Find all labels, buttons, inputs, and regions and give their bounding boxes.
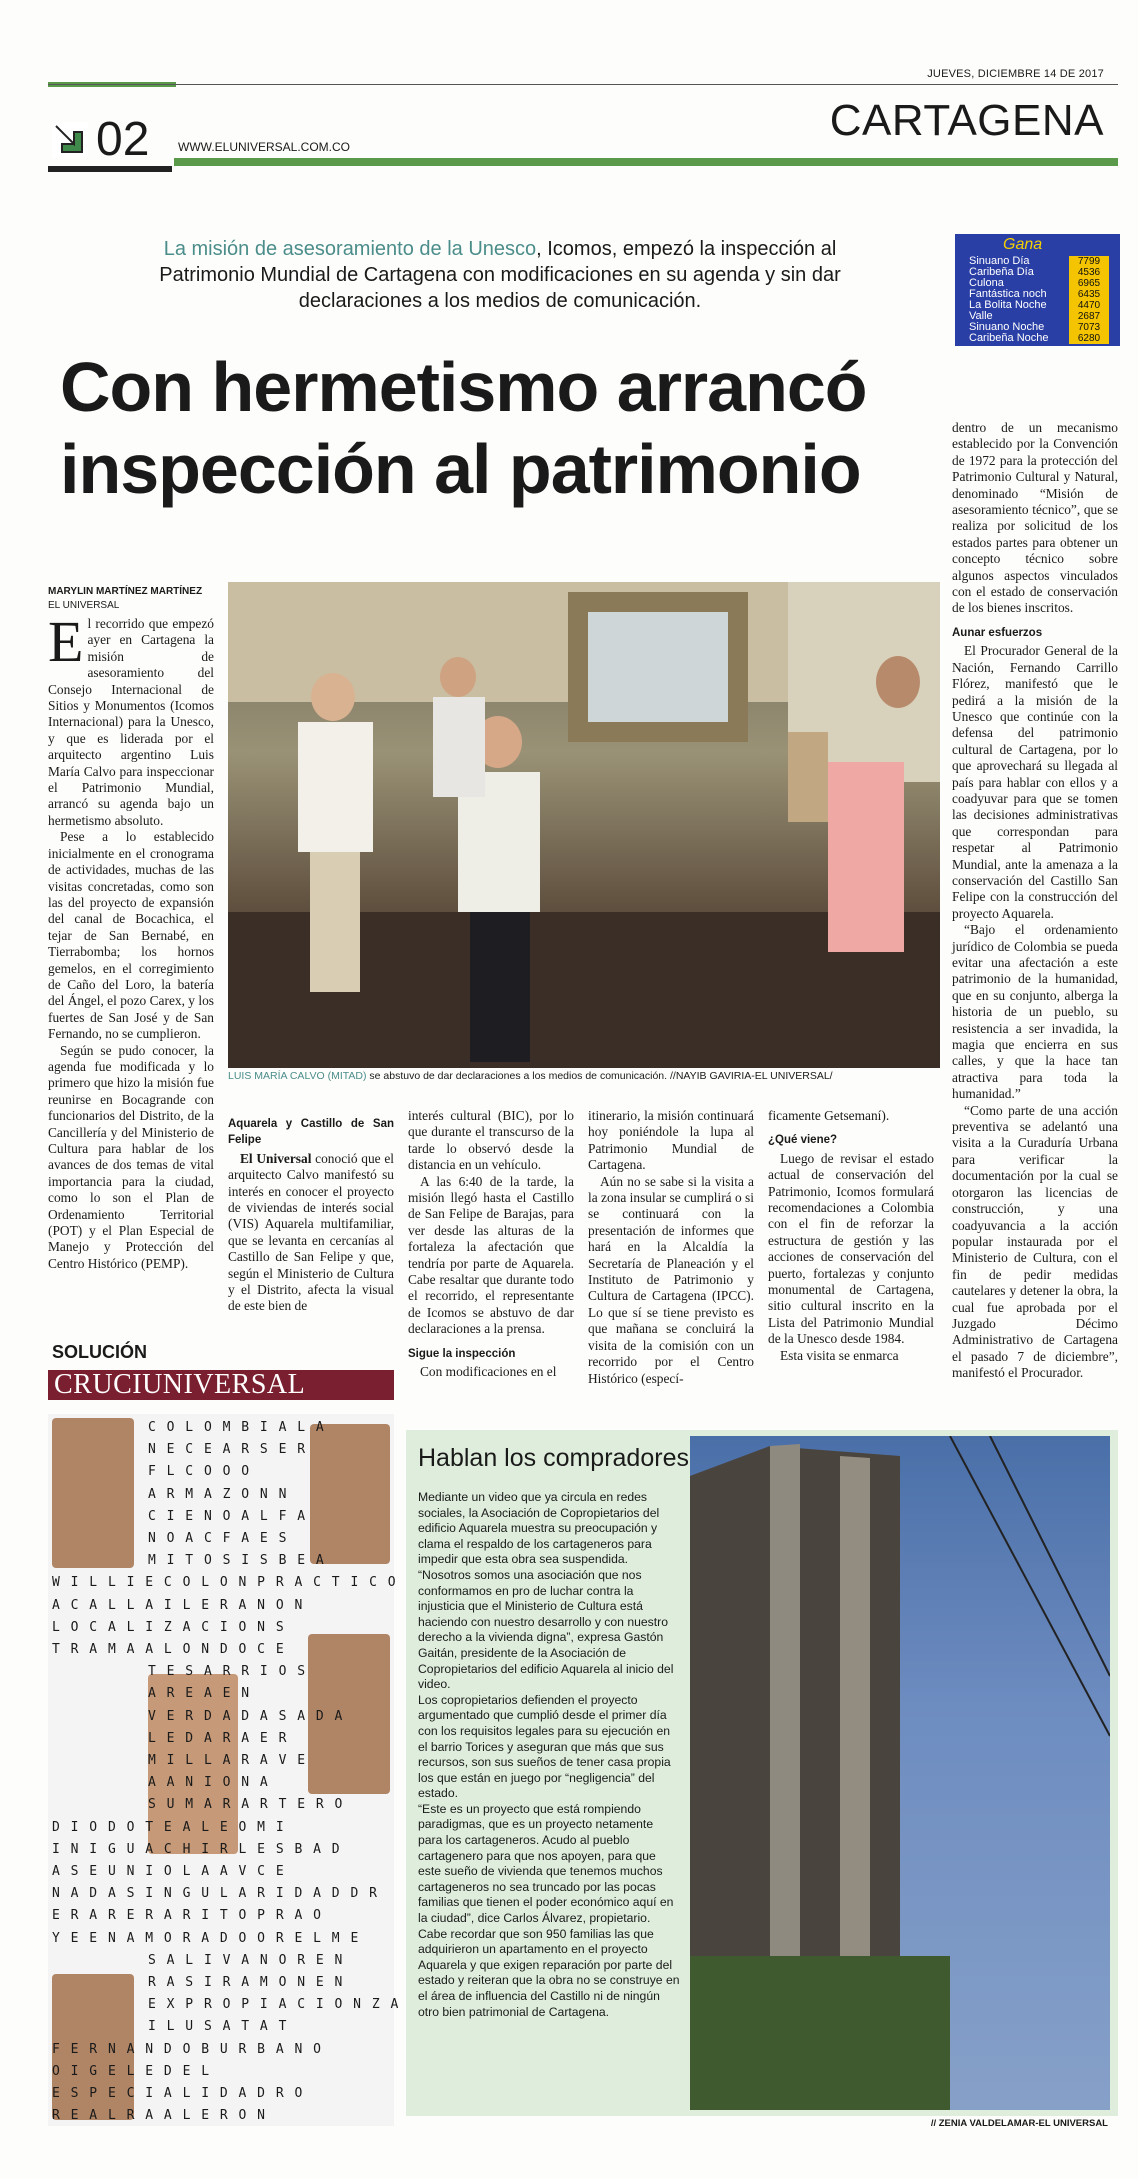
paragraph: A las 6:40 de la tarde, la misión llegó hasta el Castillo de San Felipe de Barajas, para ver desde las alturas de la fortaleza la afectación que tendría por parte de Aquarela. Cabe resaltar que durante todo el recorrido, el representante de Icomos se abstuvo de dar declaraciones a la prensa. [408,1173,574,1337]
crossword-row: Y E E N A M O R A D O O R E L M E [52,1930,360,1946]
article-deck [150,236,850,314]
caption-credit: //NAYIB GAVIRIA-EL UNIVERSAL/ [669,1070,833,1082]
lottery-value: 4536 [1069,267,1109,278]
lottery-label: Valle [969,310,993,322]
lottery-label: Fantástica noch [969,288,1047,300]
crossword-row: A A N I O N A [148,1775,270,1791]
lottery-label: Sinuano Día [969,255,1030,267]
crossword-row: N A D A S I N G U L A R I D A D D R [52,1886,379,1902]
byline-outlet: EL UNIVERSAL [48,600,120,611]
paragraph: interés cultural (BIC), por lo que durante el transcurso de la tarde lo observó desde la distancia en un vehículo. [408,1108,574,1173]
crossword-row: L O C A L I Z A C I O N S [52,1619,286,1635]
article-column-3 [408,1108,574,1381]
crossword-row: W I L L I E C O L O N P R A C T I C O [52,1575,398,1591]
deck-highlight: La misión de asesoramiento de la Unesco [163,238,537,260]
paragraph: “Bajo el ordenamiento jurídico de Colombia se pueda evitar una afectación a este patrimonio de la humanidad, que en su conjunto, alberga la historia de un pueblo, su resistencia a ser invadida, la magia que encierra en sus calles, y que la hace tan atractiva para toda la humanidad.” [952,922,1118,1102]
crossword-row: N E C E A R S E R [148,1442,307,1458]
crossword-row: R E A L R A A L E R O N [52,2108,267,2124]
crossword-row: I L U S A T A T [148,2019,288,2035]
page-number: 02 [96,113,150,166]
paragraph: Según se pudo conocer, la agenda fue modificada y lo primero que hizo la misión fue reunirse en Bocagrande con funcionarios del Distrito, de la Cancillería y del Ministerio de Cultura para hablar de los avances de dos temas de vital importancia para la ciudad, como lo son el Plan de Ordenamiento Territorial (POT) y el Plan Especial de Manejo y Protección del Centro Histórico (PEMP). [48,1042,214,1271]
paragraph: dentro de un mecanismo establecido por la Convención de 1972 para la protección del Patrimonio Cultural y Natural, denominado “Misión de asesoramiento técnico”, que se realiza por solicitud de los estados partes para obtener un concepto técnico sobre algunos aspectos vinculados con el estado de conservación de los bienes inscritos. [952,420,1118,616]
subheading: Sigue la inspección [408,1347,516,1360]
crossword-row: C O L O M B I A L A [148,1420,326,1435]
crossword-row: A C A L L A I L E R A N O N [52,1597,304,1613]
crossword-row: M I L L A R A V E [148,1753,307,1768]
photo-illustration [228,582,940,1068]
paragraph: Luego de revisar el estado actual de conservación del Patrimonio, Icomos formulará recomendaciones a Colombia con el fin de reforzar la estructura de gestión y las acciones de conservación del puerto, fortalezas y conjunto monumental de Cartagena, sitio cultural inscrito en la Lista del Patrimonio Mundial de la Unesco desde 1984. [768,1150,934,1347]
crossword-row: D I O D O T E A L E O M I [52,1819,286,1835]
masthead-divider [48,84,1118,85]
outlet-name: El Universal [240,1150,312,1166]
lottery-value: 7799 [1069,256,1109,267]
lottery-value: 6280 [1069,333,1109,344]
crossword-row: A S E U N I O L A A V C E [52,1864,286,1879]
deck-text: , Icomos, empezó la inspección al Patrimonio Mundial de Cartagena con modificaciones en su agenda y sin dar declaraciones a los medios de comunicación. [159,238,841,312]
crossword-row: L E D A R A E R [148,1730,288,1746]
issue-date: JUEVES, DICIEMBRE 14 DE 2017 [927,68,1104,80]
crossword-row: T E S A R R I O S [148,1664,307,1680]
article-column-2 [228,1108,394,1315]
article-column-5 [768,1108,934,1364]
section-title: CARTAGENA [829,96,1104,145]
sidebar-photo-credit: // ZENIA VALDELAMAR-EL UNIVERSAL [930,2118,1108,2129]
paragraph: itinerario, la misión continuará hoy poniéndole la lupa al Patrimonio Mundial de Cartagena. [588,1108,754,1173]
paragraph: ficamente Getsemaní). [768,1108,890,1123]
paragraph: Esta visita se enmarca [780,1347,899,1363]
paragraph: “Nosotros somos una asociación que nos conformamos en pro de luchar contra la injusticia que el Ministerio de Cultura está haciendo con nuestro desarrollo y con nuestro derecho a la vivienda digna”, expresa Gastón Gaitán, presidente de la Asociación de Copropietarios del edificio Aquarela al inicio del video. [418,1567,674,1692]
lottery-results-box [955,234,1120,346]
crossword-row: R A S I R A M O N E N [148,1975,344,1990]
paragraph: Con modificaciones en el [420,1364,557,1380]
article-column-4 [588,1108,754,1387]
crossword-row: M I T O S I S B E A [148,1553,326,1569]
crossword-row: E X P R O P I A C I O N Z A [148,1997,400,2013]
photo-caption [228,1070,833,1082]
paragraph: Cabe recordar que son 950 familias las que adquirieron un apartamento en el proyecto Aquarela y que exigen reparación por parte del estado y reiteran que la obra no se construye en el área de influencia del Castillo ni de ningún otro bien patrimonial de Cartagena. [418,1926,680,2019]
sidebar-title: Hablan los compradores [418,1444,689,1472]
paragraph: conoció que el arquitecto Calvo manifestó su interés en conocer el proyecto de viviendas de interés social (VIS) Aquarela multifamiliar, que se levanta en cercanías al Castillo de San Felipe y que, según el Ministerio de Cultura y el Distrito, afecta la visual de este bien de [228,1150,395,1314]
article-photo [228,582,940,1068]
paragraph: “Este es un proyecto que está rompiendo paradigmas, que es un proyecto netamente para los cartageneros. Acudo al pueblo cartagenero para que nos apoyen, para que este sueño de vivienda que tenemos muchos cartageneros no sea truncado por las pocas familias que tienen el poder económico aquí en la ciudad”, dice Carlos Álvarez, propietario. [418,1801,674,1926]
paragraph: Pese a lo establecido inicialmente en el cronograma de actividades, muchas de las visitas concretadas, como son las del proyecto de expansión del canal de Bocachica, el tejar de San Bernabé, en Tierrabomba; los hornos gemelos, en el corregimiento de Caño del Loro, la batería del Ángel, el pozo Carex, y los fuertes de San José y de San Fernando, no se cumplieron. [48,829,214,1042]
subheading: Aquarela y Castillo de San Felipe [228,1118,394,1147]
lottery-value: 6965 [1069,278,1109,289]
crossword-row: C I E N O A L F A [148,1508,307,1524]
crossword-row: E S P E C I A L I D A D R O [52,2086,304,2101]
crossword-row: S U M A R A R T E R O [148,1797,344,1813]
lottery-value: 6435 [1069,289,1109,300]
crossword-row: A R E A E N [148,1686,251,1702]
subheading: ¿Qué viene? [768,1134,838,1147]
crossword-row: T R A M A A L O N D O C E [52,1642,286,1657]
paragraph: Los copropietarios defienden el proyecto argumentado que cumplió desde el primer día con los requisitos legales para su ejecución en el barrio Torices y aseguran que más que sus recursos, son sus sueños de tener casa propia los que están en juego por “negligencia” del estado. [418,1692,671,1801]
lottery-value: 7073 [1069,322,1109,333]
tower-illustration [690,1436,1110,2110]
caption-name: LUIS MARÍA CALVO (MITAD) [228,1070,367,1082]
portrait-photo [310,1424,390,1564]
drop-cap: E [48,609,84,674]
lottery-label: Culona [969,277,1004,289]
crossword-row: N O A C F A E S [148,1531,288,1546]
website-url: WWW.ELUNIVERSAL.COM.CO [178,140,351,154]
arrow-icon [52,122,88,158]
section-rule [174,158,1118,166]
subheading: Aunar esfuerzos [952,626,1043,639]
crossword-row: A R M A Z O N N [148,1486,288,1502]
caption-text: se abstuvo de dar declaraciones a los medios de comunicación. [366,1070,670,1082]
headline-line-2: inspección al patrimonio [60,430,861,508]
lottery-label: Caribeña Día [969,266,1034,278]
article-column-6 [952,420,1118,1382]
headline-line-1: Con hermetismo arrancó [60,348,867,426]
lottery-label: Caribeña Noche [969,332,1049,344]
crossword-row: F L C O O O [148,1464,251,1480]
lottery-brand: Gana [1003,236,1043,253]
crossword-label: SOLUCIÓN [52,1342,148,1362]
paragraph: Aún no se sabe si la visita a la zona insular se cumplirá o si se continuará con la presentación de informes que hará en la Alcaldía la Secretaría de Planeación y el Instituto de Patrimonio y Cultura de Cartagena (IPCC). Lo que sí se tiene previsto es que mañana se concluirá la visita de la comisión con un recorrido por el Centro Histórico (especí- [588,1173,754,1386]
paragraph: “Como parte de una acción preventiva se adelantó una visita a la Curaduría Urbana para verificar la documentación por la cual se otorgaron las licencias de construcción, y una coadyuvancia a la acción popular instaurada por el Ministerio de Cultura, con el fin de pedir medidas cautelares y detener la obra, la cual fue aprobada por el Juzgado Décimo Administrativo de Cartagena el pasado 7 de diciembre”, manifestó el Procurador. [952,1102,1118,1381]
paragraph: Mediante un video que ya circula en redes sociales, la Asociación de Copropietarios del edificio Aquarela muestra su preocupación y clama el respaldo de los cartageneros para impedir que esta obra sea suspendida. [418,1490,660,1567]
crossword-row: F E R N A N D O B U R B A N O [52,2041,323,2057]
byline-author: MARYLIN MARTÍNEZ MARTÍNEZ [48,586,203,597]
headline [60,346,940,510]
crossword-title: CRUCIUNIVERSAL [48,1370,394,1400]
portrait-photo [52,1418,134,1568]
lottery-row [969,333,1109,344]
sidebar-text [418,1490,680,2020]
crossword-row: S A L I V A N O R E N [148,1952,344,1968]
crossword-row: I N I G U A C H I R L E S B A D [52,1841,342,1857]
lottery-label: La Bolita Noche [969,299,1047,311]
paragraph: l recorrido que empezó ayer en Cartagena la misión de asesoramiento del Consejo Internacional de Sitios y Monumentos (Icomos Internacional) para la Unesco, y que es liderada por el arquitecto argentino Luis María Calvo para inspeccionar el Patrimonio Mundial, arrancó su agenda bajo un hermetismo absoluto. [48,616,214,828]
lottery-label: Sinuano Noche [969,321,1045,333]
paragraph: El Procurador General de la Nación, Fernando Carrillo Flórez, manifestó que le pedirá a la misión de la Unesco que continúe con la defensa del patrimonio cultural de Cartagena, por lo que aprovechará su llegada al país para hablar con ellos y a coadyuvar para que se tomen las decisiones administrativas que correspondan para respetar al Patrimonio Mundial, ante la amenaza a la conservación del Castillo San Felipe con la construcción del proyecto Aquarela. [952,643,1118,921]
crossword-grid [48,1414,400,2126]
crossword-row: O I G E L E D E L [52,2063,211,2079]
lottery-value: 4470 [1069,300,1109,311]
crossword-row: E R A R E R A R I T O P R A O [52,1908,323,1924]
article-column-1 [48,609,214,1272]
lottery-value: 2687 [1069,311,1109,322]
building-photo [690,1436,1110,2110]
crossword-row: V E R D A D A S A D A [148,1708,344,1724]
